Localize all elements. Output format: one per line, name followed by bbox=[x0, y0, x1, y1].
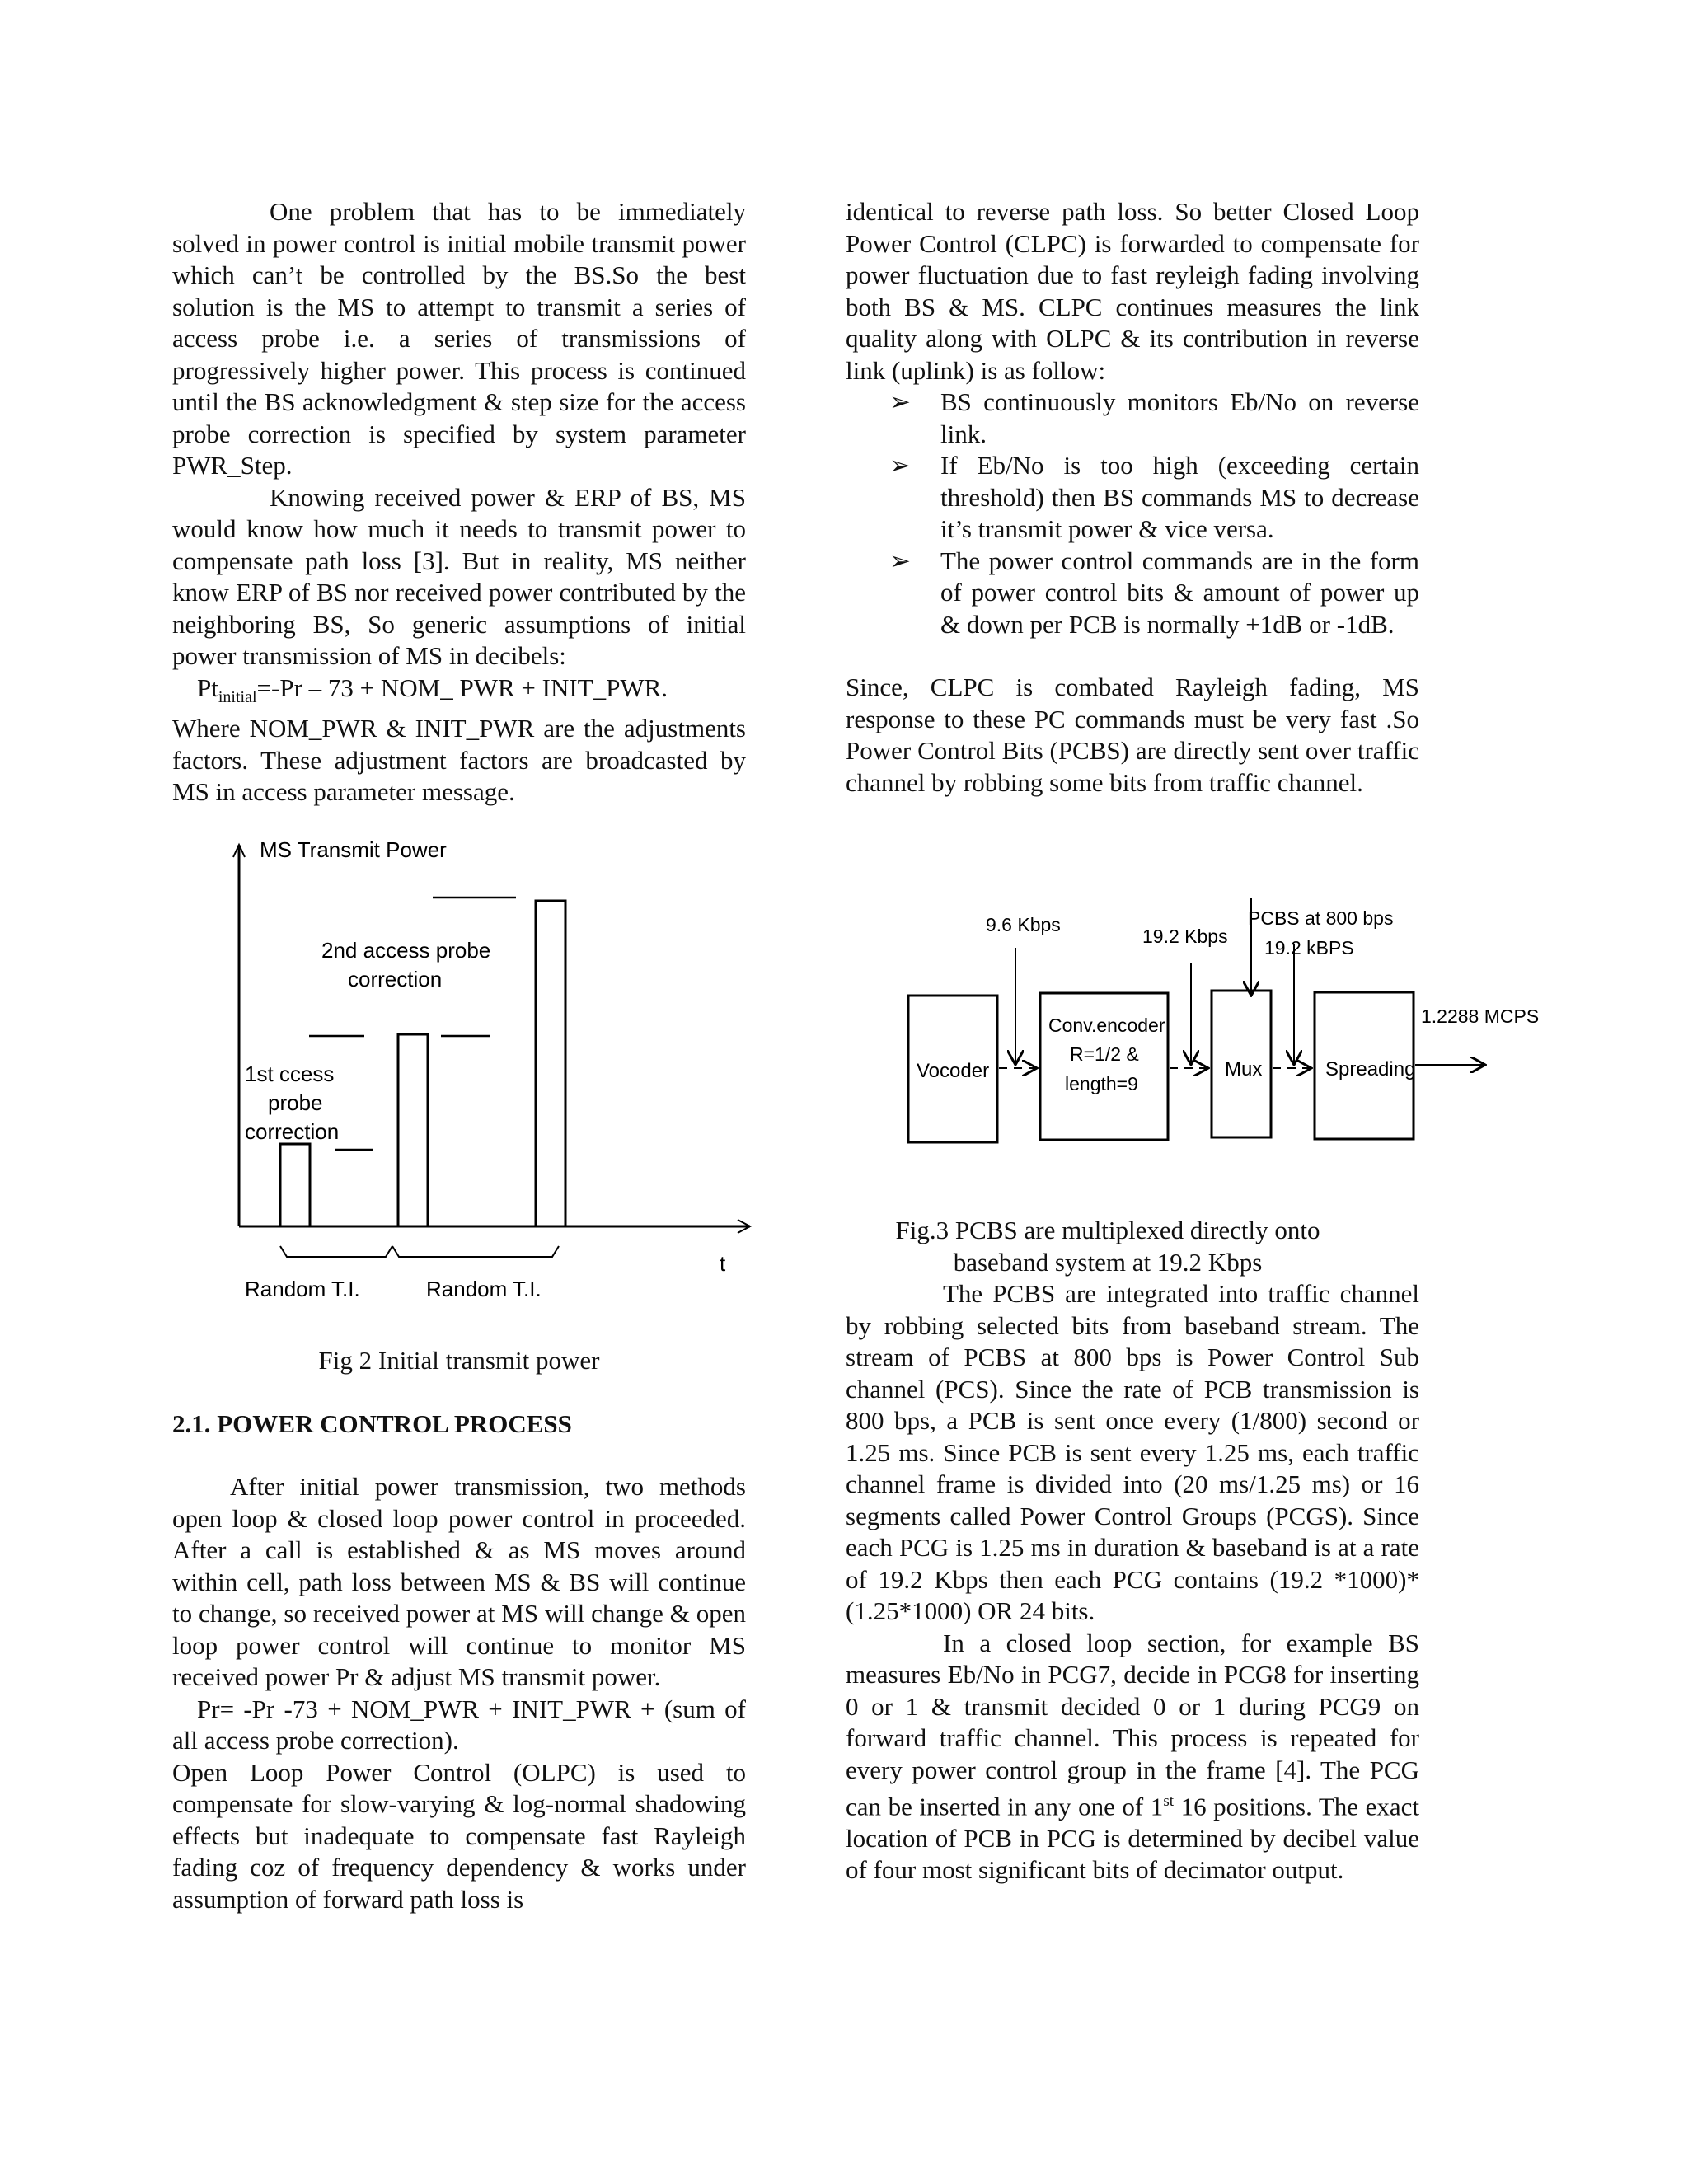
fig2-first-probe-label-line2: probe bbox=[268, 1090, 323, 1115]
equation-pt: Pt bbox=[197, 673, 218, 702]
fig2-bar-1 bbox=[280, 1144, 310, 1226]
fig2-bar-3 bbox=[536, 901, 565, 1226]
equation-rest: =-Pr – 73 + NOM_ PWR + INIT_PWR. bbox=[256, 673, 668, 702]
right-column bbox=[846, 196, 1419, 799]
section-heading: 2.1. POWER CONTROL PROCESS bbox=[172, 1408, 572, 1438]
fig3-conv-label-line1: Conv.encoder bbox=[1048, 1015, 1165, 1036]
initial-power-equation bbox=[172, 673, 746, 714]
fig3-rate-19-2-label: 19.2 Kbps bbox=[1142, 926, 1228, 947]
fig2-caption: Fig 2 Initial transmit power bbox=[318, 1346, 600, 1375]
arrow-bullet-icon: ➢ bbox=[889, 451, 911, 480]
right-paragraph-1: identical to reverse path loss. So better Closed Loop Power Control (CLPC) is forwarded to compensate for power fluctuation due to fast reyleigh fading involving both BS & MS. CLPC continues measures the link quality along with OLPC & its contribution in reverse link (uplink) is as follow: bbox=[846, 197, 1419, 385]
spacer bbox=[172, 1440, 746, 1471]
fig3-spreading-label: Spreading bbox=[1325, 1058, 1416, 1080]
right-paragraph-4-text: In a closed loop section, for example BS measures Eb/No in PCG7, decide in PCG8 for inserting 0 or 1 & transmit decided 0 or 1 during PCG9 on forward traffic channel. This process is repeated for every power control group in the frame [4]. The PCG can be inserted in any one of 1 bbox=[846, 1628, 1419, 1821]
left-paragraph-6: Open Loop Power Control (OLPC) is used to compensate for slow-varying & log-normal shadowing effects but inadequate to compensate fast Rayleigh fading coz of frequency dependency & works under assumption of forward path loss is bbox=[172, 1757, 746, 1914]
fig2-random-ti-label-2: Random T.I. bbox=[426, 1277, 542, 1301]
arrow-bullet-icon: ➢ bbox=[889, 546, 911, 575]
fig2-x-axis-label: t bbox=[720, 1251, 726, 1276]
fig2-first-probe-label-line3: correction bbox=[245, 1119, 340, 1144]
bullet-text: If Eb/No is too high (exceeding certain threshold) then BS commands MS to decrease it’s transmit power & vice versa. bbox=[940, 451, 1419, 543]
left-paragraph-5: Pr= -Pr -73 + NOM_PWR + INIT_PWR + (sum of all access probe correction). bbox=[172, 1694, 746, 1755]
fig3-mux-label: Mux bbox=[1225, 1058, 1263, 1080]
superscript-st: st bbox=[1163, 1793, 1174, 1810]
fig2-random-interval-brace-2 bbox=[392, 1246, 559, 1257]
fig2-y-axis-label: MS Transmit Power bbox=[260, 837, 447, 862]
fig3-pcbs-block-diagram bbox=[898, 890, 1541, 1170]
spacer bbox=[846, 640, 1419, 672]
fig3-caption-line2: baseband system at 19.2 Kbps bbox=[953, 1247, 1263, 1277]
left-paragraph-4: After initial power transmission, two methods open loop & closed loop power control in proceeded. After a call is established & as MS moves around within cell, path loss between MS & BS will continue to change, so received power at MS will change & open loop power control will continue to monitor MS received power Pr & adjust MS transmit power. bbox=[172, 1472, 746, 1691]
fig3-output-rate-label: 1.2288 MCPS bbox=[1421, 1005, 1540, 1027]
right-paragraph-2: Since, CLPC is combated Rayleigh fading, MS response to these PC commands must be very fast .So Power Control Bits (PCBS) are directly sent over traffic channel by robbing some bits from traffic channel. bbox=[846, 673, 1419, 797]
fig3-conv-label-line2: R=1/2 & bbox=[1070, 1043, 1139, 1065]
right-paragraph-4 bbox=[846, 1628, 1419, 1886]
left-column bbox=[172, 196, 746, 808]
right-paragraph-4-text-end: 16 positions. The exact location of PCB in PCG is determined by decibel value of four most significant bits of decimator output. bbox=[846, 1792, 1419, 1885]
fig2-second-probe-label-line1: 2nd access probe bbox=[321, 938, 491, 963]
fig3-caption-line1: Fig.3 PCBS are multiplexed directly onto bbox=[895, 1216, 1320, 1244]
clpc-bullet-list bbox=[846, 387, 1419, 640]
arrow-bullet-icon: ➢ bbox=[889, 387, 911, 416]
bullet-item bbox=[889, 546, 1419, 641]
fig3-conv-label-line3: length=9 bbox=[1065, 1073, 1138, 1094]
bullet-item bbox=[889, 387, 1419, 450]
fig2-bar-2 bbox=[398, 1034, 428, 1226]
left-paragraph-3: Where NOM_PWR & INIT_PWR are the adjustments factors. These adjustment factors are broadcasted by MS in access parameter message. bbox=[172, 714, 746, 807]
fig2-initial-transmit-power bbox=[223, 832, 767, 1319]
left-paragraph-1: One problem that has to be immediately solved in power control is initial mobile transmit power which can’t be controlled by the BS.So the best solution is the MS to attempt to transmit a series of access probe i.e. a series of transmissions of progressively higher power. This process is continued until the BS acknowledgment & step size for the access probe correction is specified by system parameter PWR_Step. bbox=[172, 197, 746, 480]
left-paragraph-2: Knowing received power & ERP of BS, MS would know how much it needs to transmit power to compensate path loss [3]. But in reality, MS neither know ERP of BS nor received power contributed by the neighboring BS, So generic assumptions of initial power transmission of MS in decibels: bbox=[172, 482, 746, 670]
fig2-random-ti-label-1: Random T.I. bbox=[245, 1277, 360, 1301]
bullet-text: BS continuously monitors Eb/No on reverse link. bbox=[940, 387, 1419, 448]
spacer bbox=[172, 1377, 746, 1408]
bullet-item bbox=[889, 450, 1419, 546]
bullet-text: The power control commands are in the form of power control bits & amount of power up & down per PCB is normally +1dB or -1dB. bbox=[940, 546, 1419, 639]
fig3-rate-19-2-kbps-label: 19.2 kBPS bbox=[1264, 937, 1354, 958]
left-column-lower bbox=[172, 1345, 746, 1915]
fig3-vocoder-label: Vocoder bbox=[917, 1060, 990, 1082]
equation-subscript: initial bbox=[218, 687, 257, 706]
fig3-rate-9-6-label: 9.6 Kbps bbox=[986, 914, 1061, 935]
right-paragraph-3: The PCBS are integrated into traffic channel by robbing selected bits from baseband stream. The stream of PCBS at 800 bps is Power Control Sub channel (PCS). Since the rate of PCB transmission is 800 bps, a PCB is sent once every (1/800) second or 1.25 ms. Since PCB is sent every 1.25 ms, each traffic channel frame is divided into (20 ms/1.25 ms) or 16 segments called Power Control Groups (PCGS). Since each PCG is 1.25 ms in duration & baseband is at a rate of 19.2 Kbps then each PCG contains (19.2 *1000)*(1.25*1000) OR 24 bits. bbox=[846, 1279, 1419, 1625]
fig3-pcbs-label: PCBS at 800 bps bbox=[1248, 907, 1394, 929]
fig2-first-probe-label-line1: 1st ccess bbox=[245, 1062, 335, 1086]
fig2-random-interval-brace-1 bbox=[280, 1246, 392, 1257]
fig2-second-probe-label-line2: correction bbox=[348, 967, 443, 991]
right-column-lower bbox=[846, 1215, 1419, 1886]
